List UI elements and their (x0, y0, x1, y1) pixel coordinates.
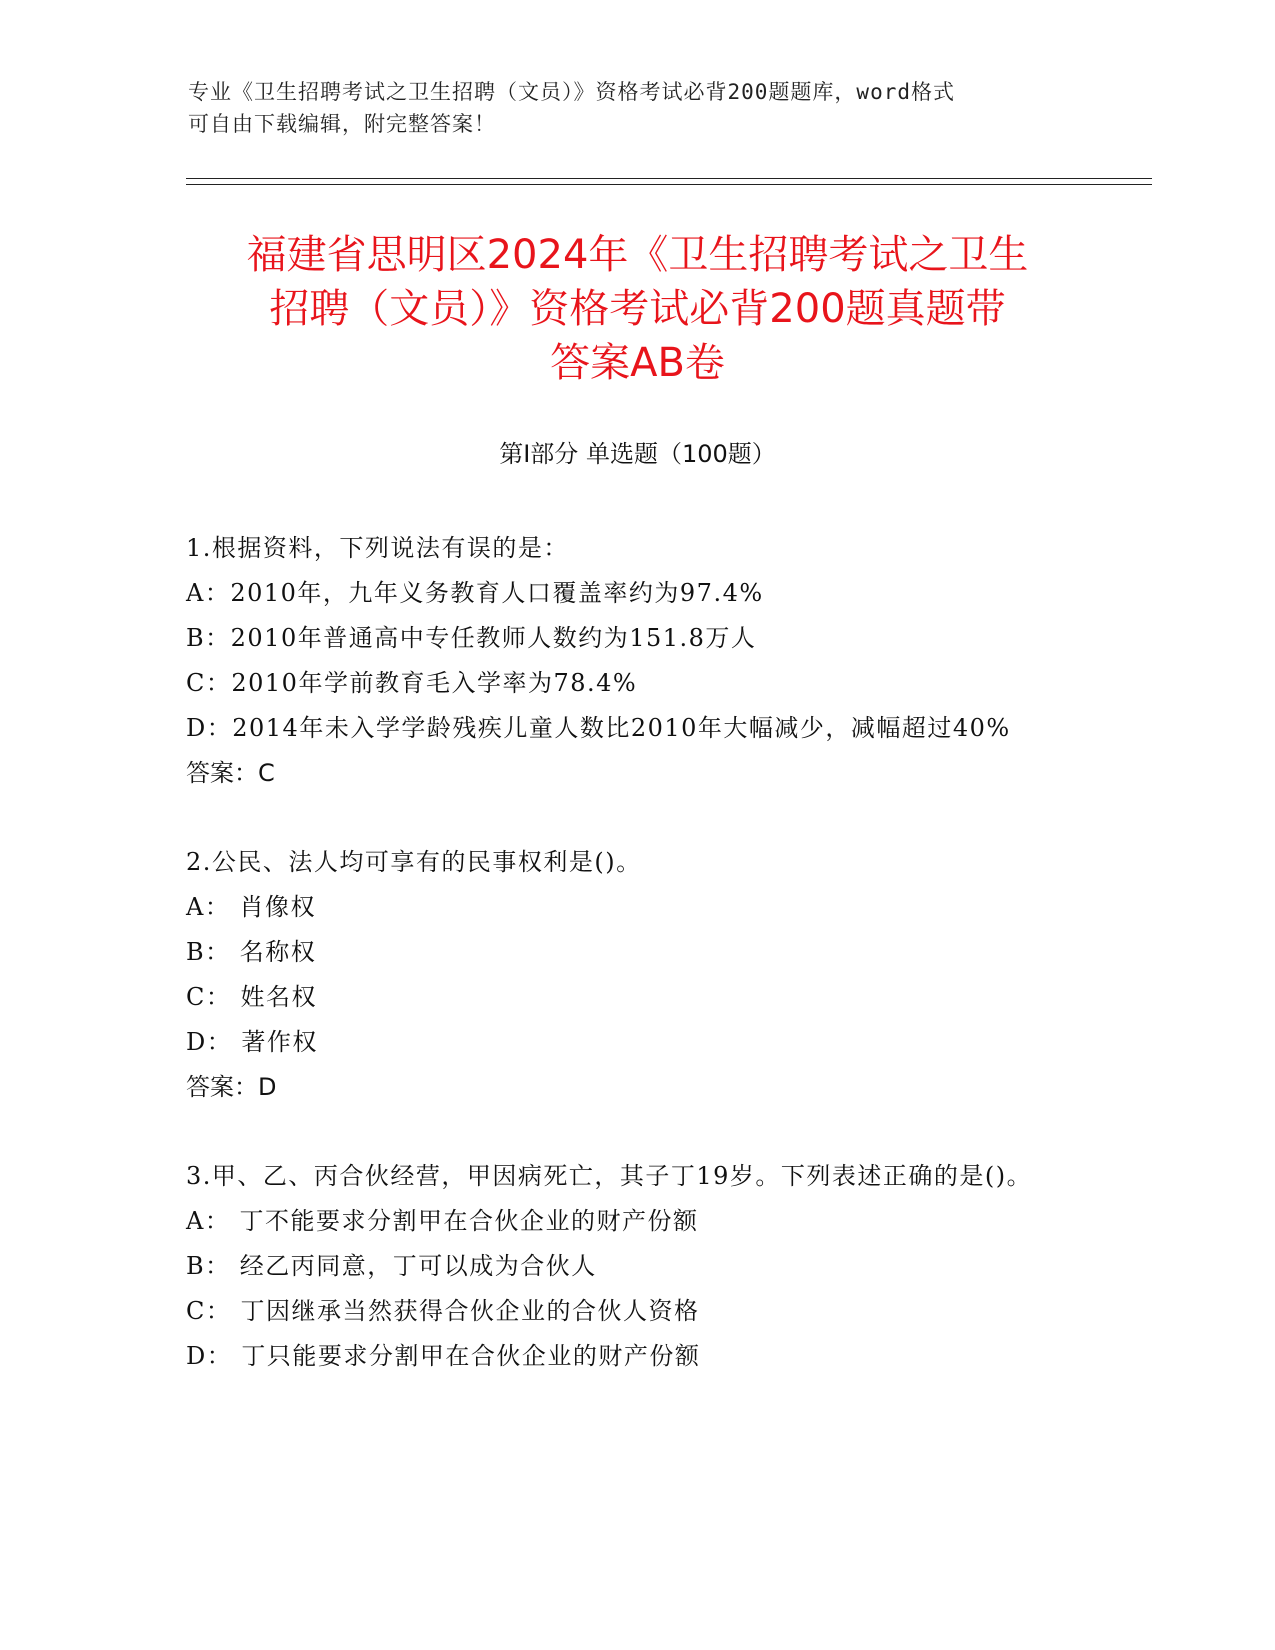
option-c: C：2010年学前教育毛入学率为78.4% (186, 669, 638, 697)
question-list (186, 526, 1086, 1423)
answer-line: 答案：D (186, 1073, 277, 1101)
document-header-note (188, 76, 1088, 140)
section-heading: 第I部分 单选题（100题） (499, 440, 776, 468)
option-b: B： 经乙丙同意，丁可以成为合伙人 (186, 1252, 597, 1280)
document-title-line-3: 答案AB卷 (550, 340, 725, 386)
document-title-line-1: 福建省思明区2024年《卫生招聘考试之卫生 (246, 232, 1029, 278)
option-c: C： 丁因继承当然获得合伙企业的合伙人资格 (186, 1297, 700, 1325)
option-a: A： 丁不能要求分割甲在合伙企业的财产份额 (186, 1207, 699, 1235)
document-title (150, 228, 1125, 390)
option-d: D： 丁只能要求分割甲在合伙企业的财产份额 (186, 1342, 701, 1370)
option-b: B：2010年普通高中专任教师人数约为151.8万人 (186, 624, 757, 652)
option-a: A： 肖像权 (186, 893, 316, 921)
answer-line: 答案：C (186, 759, 275, 787)
header-note-line-2: 可自由下载编辑，附完整答案！ (188, 112, 496, 136)
question-stem: 2.公民、法人均可享有的民事权利是()。 (186, 848, 642, 876)
question-stem: 1.根据资料，下列说法有误的是： (186, 534, 569, 562)
option-d: D：2014年未入学学龄残疾儿童人数比2010年大幅减少，减幅超过40% (186, 714, 1011, 742)
document-title-line-2: 招聘（文员）》资格考试必背200题真题带 (269, 286, 1006, 332)
option-c: C： 姓名权 (186, 983, 317, 1011)
header-divider-bottom (186, 184, 1152, 185)
option-b: B： 名称权 (186, 938, 317, 966)
option-d: D： 著作权 (186, 1028, 318, 1056)
question-3 (186, 1154, 1086, 1379)
option-a: A：2010年，九年义务教育人口覆盖率约为97.4% (186, 579, 764, 607)
header-note-line-1: 专业《卫生招聘考试之卫生招聘（文员）》资格考试必背200题题库，word格式 (188, 80, 955, 104)
question-2 (186, 840, 1086, 1110)
question-stem: 3.甲、乙、丙合伙经营，甲因病死亡，其子丁19岁。下列表述正确的是()。 (186, 1162, 1033, 1190)
header-divider-top (186, 178, 1152, 179)
question-1 (186, 526, 1086, 796)
